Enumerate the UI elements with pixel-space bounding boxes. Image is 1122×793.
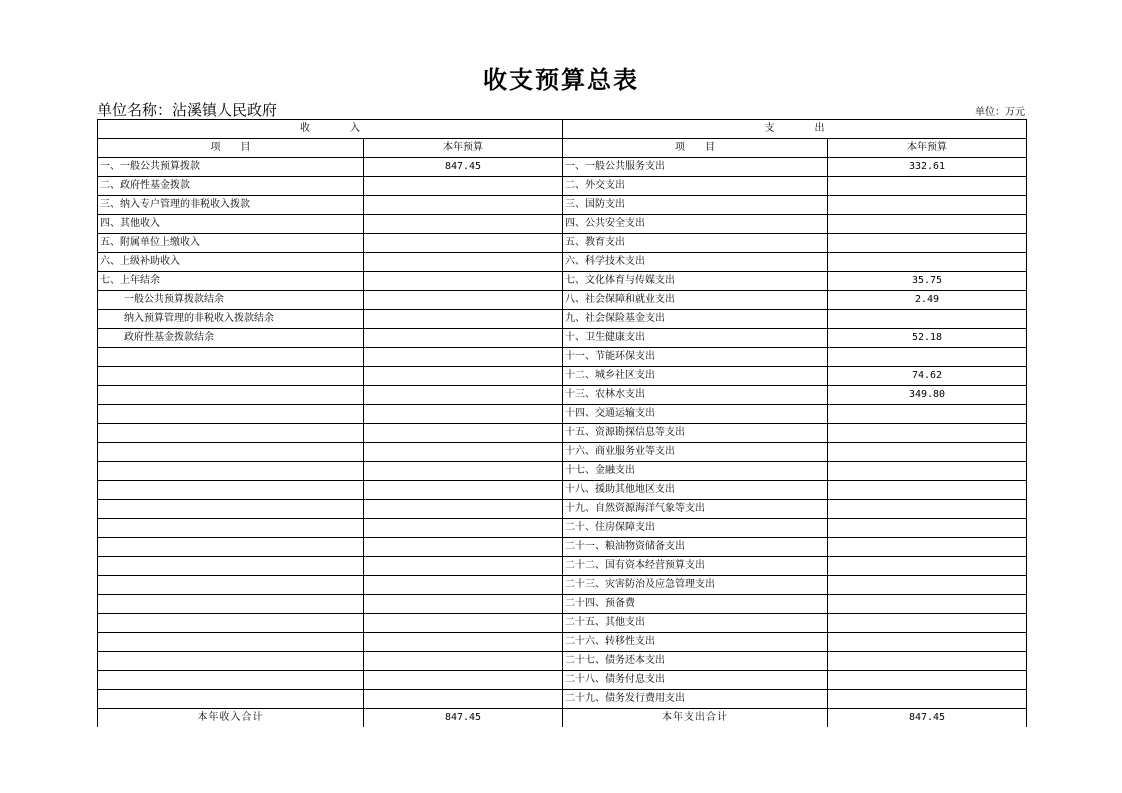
- table-row: [98, 576, 1027, 595]
- income-item-cell: [98, 443, 364, 462]
- expense-budget-cell: [828, 595, 1027, 614]
- table-row: [98, 367, 1027, 386]
- income-budget-header: 本年预算: [364, 139, 563, 158]
- expense-item-cell: 二十、住房保障支出: [563, 519, 828, 538]
- table-row: [98, 614, 1027, 633]
- expense-item-cell: 二十五、其他支出: [563, 614, 828, 633]
- expense-budget-cell: [828, 481, 1027, 500]
- income-budget-cell: [364, 253, 563, 272]
- table-row: [98, 633, 1027, 652]
- currency-unit: 单位：万元: [975, 107, 1025, 118]
- expense-item-cell: 十四、交通运输支出: [563, 405, 828, 424]
- income-item-cell: [98, 614, 364, 633]
- expense-item-cell: 十六、商业服务业等支出: [563, 443, 828, 462]
- expense-item-cell: 五、教育支出: [563, 234, 828, 253]
- income-budget-cell: [364, 614, 563, 633]
- table-row: [98, 690, 1027, 709]
- income-item-cell: [98, 405, 364, 424]
- table-row: [98, 557, 1027, 576]
- income-budget-cell: [364, 557, 563, 576]
- expense-item-cell: 二十二、国有资本经营预算支出: [563, 557, 828, 576]
- expense-budget-cell: [828, 310, 1027, 329]
- income-item-cell: 纳入预算管理的非税收入拨款结余: [98, 310, 364, 329]
- income-item-cell: [98, 462, 364, 481]
- table-row: [98, 500, 1027, 519]
- column-header-row: [98, 139, 1027, 158]
- table-row: [98, 538, 1027, 557]
- income-budget-cell: [364, 481, 563, 500]
- table-row: [98, 158, 1027, 177]
- expense-budget-cell: [828, 690, 1027, 709]
- expense-budget-cell: [828, 576, 1027, 595]
- income-item-cell: [98, 500, 364, 519]
- expense-item-cell: 四、公共安全支出: [563, 215, 828, 234]
- expense-item-cell: 七、文化体育与传媒支出: [563, 272, 828, 291]
- expense-budget-header: 本年预算: [828, 139, 1027, 158]
- expense-section-header: 支 出: [563, 120, 1027, 139]
- expense-item-header: 项 目: [563, 139, 828, 158]
- expense-budget-cell: [828, 424, 1027, 443]
- expense-item-cell: 二十九、债务发行费用支出: [563, 690, 828, 709]
- income-item-cell: [98, 519, 364, 538]
- expense-budget-cell: [828, 443, 1027, 462]
- income-budget-cell: 847.45: [364, 158, 563, 177]
- expense-item-cell: 十五、资源勘探信息等支出: [563, 424, 828, 443]
- income-item-cell: 政府性基金拨款结余: [98, 329, 364, 348]
- expense-item-cell: 十八、援助其他地区支出: [563, 481, 828, 500]
- income-total-label: 本年收入合计: [98, 709, 364, 728]
- income-budget-cell: [364, 576, 563, 595]
- table-row: [98, 443, 1027, 462]
- income-budget-cell: [364, 329, 563, 348]
- income-item-header: 项 目: [98, 139, 364, 158]
- expense-item-cell: 十九、自然资源海洋气象等支出: [563, 500, 828, 519]
- table-row: [98, 196, 1027, 215]
- income-item-cell: 一般公共预算拨款结余: [98, 291, 364, 310]
- table-row: [98, 310, 1027, 329]
- expense-item-cell: 二、外交支出: [563, 177, 828, 196]
- income-item-cell: [98, 367, 364, 386]
- expense-item-cell: 九、社会保险基金支出: [563, 310, 828, 329]
- expense-budget-cell: 2.49: [828, 291, 1027, 310]
- income-item-cell: 一、一般公共预算拨款: [98, 158, 364, 177]
- income-budget-cell: [364, 196, 563, 215]
- expense-item-cell: 二十一、粮油物资储备支出: [563, 538, 828, 557]
- income-budget-cell: [364, 234, 563, 253]
- expense-item-cell: 二十六、转移性支出: [563, 633, 828, 652]
- income-budget-cell: [364, 671, 563, 690]
- unit-name: 单位名称：沾溪镇人民政府: [97, 101, 278, 119]
- table-row: [98, 272, 1027, 291]
- income-item-cell: [98, 690, 364, 709]
- expense-budget-cell: [828, 652, 1027, 671]
- income-section-header: 收 入: [98, 120, 563, 139]
- budget-table-body: [98, 120, 1027, 728]
- income-budget-cell: [364, 690, 563, 709]
- expense-total-label: 本年支出合计: [563, 709, 828, 728]
- expense-item-cell: 十三、农林水支出: [563, 386, 828, 405]
- expense-budget-cell: [828, 234, 1027, 253]
- income-budget-cell: [364, 291, 563, 310]
- expense-budget-cell: [828, 177, 1027, 196]
- income-item-cell: [98, 557, 364, 576]
- expense-budget-cell: [828, 614, 1027, 633]
- budget-table: [97, 119, 1027, 727]
- table-row: [98, 652, 1027, 671]
- income-item-cell: 七、上年结余: [98, 272, 364, 291]
- expense-item-cell: 十、卫生健康支出: [563, 329, 828, 348]
- expense-budget-cell: 35.75: [828, 272, 1027, 291]
- income-item-cell: [98, 671, 364, 690]
- expense-budget-cell: [828, 253, 1027, 272]
- income-budget-cell: [364, 348, 563, 367]
- income-budget-cell: [364, 405, 563, 424]
- income-budget-cell: [364, 538, 563, 557]
- income-budget-cell: [364, 367, 563, 386]
- table-row: [98, 519, 1027, 538]
- expense-budget-cell: [828, 196, 1027, 215]
- expense-budget-cell: [828, 348, 1027, 367]
- table-row: [98, 405, 1027, 424]
- table-row: [98, 177, 1027, 196]
- income-budget-cell: [364, 519, 563, 538]
- expense-total-value: 847.45: [828, 709, 1027, 728]
- expense-item-cell: 十一、节能环保支出: [563, 348, 828, 367]
- table-row: [98, 386, 1027, 405]
- expense-budget-cell: [828, 671, 1027, 690]
- expense-budget-cell: 52.18: [828, 329, 1027, 348]
- income-item-cell: [98, 633, 364, 652]
- income-budget-cell: [364, 386, 563, 405]
- expense-budget-cell: [828, 462, 1027, 481]
- table-row: [98, 234, 1027, 253]
- table-row: [98, 462, 1027, 481]
- income-budget-cell: [364, 272, 563, 291]
- expense-item-cell: 十七、金融支出: [563, 462, 828, 481]
- table-row: [98, 348, 1027, 367]
- expense-item-cell: 一、一般公共服务支出: [563, 158, 828, 177]
- expense-budget-cell: [828, 557, 1027, 576]
- income-budget-cell: [364, 500, 563, 519]
- expense-item-cell: 三、国防支出: [563, 196, 828, 215]
- expense-budget-cell: [828, 519, 1027, 538]
- income-budget-cell: [364, 424, 563, 443]
- income-item-cell: [98, 481, 364, 500]
- table-row: [98, 253, 1027, 272]
- section-header-row: [98, 120, 1027, 139]
- income-item-cell: 二、政府性基金拨款: [98, 177, 364, 196]
- expense-budget-cell: [828, 500, 1027, 519]
- expense-budget-cell: 74.62: [828, 367, 1027, 386]
- income-item-cell: 四、其他收入: [98, 215, 364, 234]
- expense-item-cell: 八、社会保障和就业支出: [563, 291, 828, 310]
- expense-budget-cell: [828, 405, 1027, 424]
- table-row: [98, 595, 1027, 614]
- income-item-cell: [98, 652, 364, 671]
- income-budget-cell: [364, 177, 563, 196]
- table-row: [98, 481, 1027, 500]
- income-total-value: 847.45: [364, 709, 563, 728]
- expense-item-cell: 六、科学技术支出: [563, 253, 828, 272]
- expense-budget-cell: 332.61: [828, 158, 1027, 177]
- income-budget-cell: [364, 310, 563, 329]
- table-row: [98, 424, 1027, 443]
- income-item-cell: [98, 576, 364, 595]
- expense-item-cell: 二十七、债务还本支出: [563, 652, 828, 671]
- income-item-cell: [98, 538, 364, 557]
- expense-budget-cell: [828, 633, 1027, 652]
- expense-budget-cell: 349.80: [828, 386, 1027, 405]
- income-item-cell: 六、上级补助收入: [98, 253, 364, 272]
- income-item-cell: [98, 595, 364, 614]
- income-budget-cell: [364, 215, 563, 234]
- totals-row: [98, 709, 1027, 728]
- expense-item-cell: 二十四、预备费: [563, 595, 828, 614]
- income-budget-cell: [364, 462, 563, 481]
- income-budget-cell: [364, 595, 563, 614]
- income-budget-cell: [364, 443, 563, 462]
- table-row: [98, 329, 1027, 348]
- expense-budget-cell: [828, 538, 1027, 557]
- table-row: [98, 671, 1027, 690]
- table-row: [98, 291, 1027, 310]
- income-item-cell: [98, 424, 364, 443]
- income-item-cell: 三、纳入专户管理的非税收入拨款: [98, 196, 364, 215]
- expense-item-cell: 二十八、债务付息支出: [563, 671, 828, 690]
- expense-item-cell: 二十三、灾害防治及应急管理支出: [563, 576, 828, 595]
- table-row: [98, 215, 1027, 234]
- income-item-cell: 五、附属单位上缴收入: [98, 234, 364, 253]
- income-budget-cell: [364, 652, 563, 671]
- income-item-cell: [98, 348, 364, 367]
- expense-budget-cell: [828, 215, 1027, 234]
- expense-item-cell: 十二、城乡社区支出: [563, 367, 828, 386]
- income-budget-cell: [364, 633, 563, 652]
- income-item-cell: [98, 386, 364, 405]
- page-title: 收支预算总表: [483, 65, 639, 94]
